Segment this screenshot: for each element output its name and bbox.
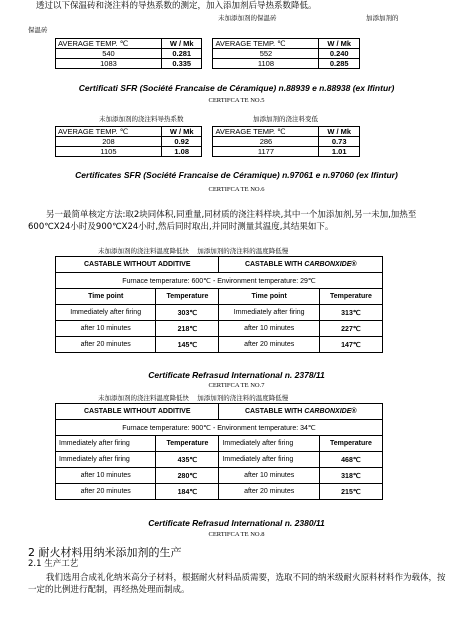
cell: after 10 minutes [219, 321, 319, 337]
fig4-col-header: Temperature [156, 436, 219, 452]
intro-text: 透过以下保温砖和浇注料的导热系数的测定，加入添加剂后导热系数降低。 [36, 1, 317, 11]
table-row [56, 137, 360, 147]
cell: Immediately after firing [219, 452, 319, 468]
fig4-head-left: CASTABLE WITHOUT ADDITIVE [56, 404, 219, 420]
cell: Immediately after firing [219, 305, 319, 321]
table-row [56, 337, 383, 353]
cell: 0.240 [319, 49, 360, 59]
fig2-gap [202, 147, 213, 157]
table-row [56, 49, 360, 59]
cell: 0.281 [161, 49, 202, 59]
cell: 1.01 [319, 147, 360, 157]
table-row [56, 147, 360, 157]
brand-name: CARBONXIDE® [304, 408, 357, 415]
fig3-label: 未加添加剂的浇注料温度降低快 加添加剂的浇注料的温度降低慢 [98, 247, 289, 255]
fig2-header: W / Mk [161, 127, 202, 137]
subsection-heading: 2.1 生产工艺 [28, 559, 79, 569]
cell: after 10 minutes [56, 321, 156, 337]
fig1-table [55, 38, 360, 69]
fig1-certificate: Certificati SFR (Société Francaise de Céramique) n.88939 e n.88938 (ex Ifintur) [78, 83, 395, 93]
fig3-furnace: Furnace temperature: 600℃ - Environment temperature: 29℃ [56, 273, 383, 289]
cell: after 20 minutes [219, 337, 319, 353]
cell: 540 [56, 49, 162, 59]
cell: 1105 [56, 147, 162, 157]
fig1-label-left: 保温砖 [28, 26, 48, 34]
cell: 0.73 [319, 137, 360, 147]
fig1-header: AVERAGE TEMP. ℃ [213, 39, 319, 49]
table-row [56, 59, 360, 69]
cell: 303℃ [156, 305, 219, 321]
fig3-certificate-number: CERTIFCA TE NO.7 [208, 382, 265, 389]
fig4-col-header: Immediately after firing [56, 436, 156, 452]
cell: 468℃ [319, 452, 382, 468]
fig2-certificate: Certificates SFR (Société Francaise de Céramique) n.97061 e n.97060 (ex Ifintur) [75, 170, 398, 180]
fig1-gap [202, 59, 213, 69]
fig4-furnace: Furnace temperature: 900℃ - Environment temperature: 34℃ [56, 420, 383, 436]
fig4-label: 未加添加剂的浇注料温度降低快 加添加剂的浇注料的温度降低慢 [98, 394, 289, 402]
fig3-col-header: Time point [219, 289, 319, 305]
fig2-gap [202, 137, 213, 147]
fig3-col-header: Temperature [156, 289, 219, 305]
fig3-certificate: Certificate Refrasud International n. 2378/11 [148, 370, 325, 380]
cell: 1108 [213, 59, 319, 69]
table-row [56, 452, 383, 468]
fig1-certificate-number: CERTIFCA TE NO.5 [208, 97, 265, 104]
section-heading: 2 耐火材料用纳米添加剂的生产 [28, 546, 182, 559]
cell: Immediately after firing [56, 452, 156, 468]
fig4-col-header: Temperature [319, 436, 382, 452]
fig3-col-header: Temperature [319, 289, 382, 305]
fig2-header: W / Mk [319, 127, 360, 137]
cell: 1177 [213, 147, 319, 157]
fig4-certificate-number: CERTIFCA TE NO.8 [208, 531, 265, 538]
fig2-label-left: 未加添加剂的浇注料导热系数 [99, 115, 184, 123]
fig1-label-right: 加添加剂的 [366, 14, 399, 22]
fig3-col-header: Time point [56, 289, 156, 305]
cell: 552 [213, 49, 319, 59]
cell: 218℃ [156, 321, 219, 337]
fig1-label-mid: 未加添加剂的保温砖 [218, 14, 277, 22]
fig2-header: AVERAGE TEMP. ℃ [56, 127, 162, 137]
cell: 215℃ [319, 484, 382, 500]
cell: 318℃ [319, 468, 382, 484]
fig3-head-right: CASTABLE WITH CARBONXIDE® [219, 257, 383, 273]
fig4-table [55, 403, 383, 500]
cell: 435℃ [156, 452, 219, 468]
fig1-header: W / Mk [161, 39, 202, 49]
cell: 147℃ [319, 337, 382, 353]
fig1-header: W / Mk [319, 39, 360, 49]
table-row [56, 321, 383, 337]
cell: after 20 minutes [56, 337, 156, 353]
fig3-table [55, 256, 383, 353]
fig2-label-right: 加添加剂的浇注料变低 [253, 115, 318, 123]
fig1-gap [202, 39, 213, 49]
cell: 208 [56, 137, 162, 147]
cell: Immediately after firing [56, 305, 156, 321]
method-paragraph: 另一最简单核定方法:取2块同体积,同重量,同材质的浇注料样块,其中一个加添加剂,另一未加,加热至600℃X24小时及900℃X24小时,然后同时取出,并同时测量其温度,其结果如下。 [28, 210, 417, 232]
cell: after 20 minutes [219, 484, 319, 500]
cell: after 10 minutes [56, 468, 156, 484]
fig2-table [55, 126, 360, 157]
fig1-gap [202, 49, 213, 59]
cell: 0.92 [161, 137, 202, 147]
cell: 145℃ [156, 337, 219, 353]
cell: 1083 [56, 59, 162, 69]
table-row [56, 484, 383, 500]
fig4-certificate: Certificate Refrasud International n. 2380/11 [148, 518, 325, 528]
fig2-certificate-number: CERTIFCA TE NO.6 [208, 186, 265, 193]
table-row [56, 468, 383, 484]
fig4-col-header: Immediately after firing [219, 436, 319, 452]
cell: 0.285 [319, 59, 360, 69]
fig1-header: AVERAGE TEMP. ℃ [56, 39, 162, 49]
cell: 280℃ [156, 468, 219, 484]
cell: 227℃ [319, 321, 382, 337]
fig2-header: AVERAGE TEMP. ℃ [213, 127, 319, 137]
cell: after 20 minutes [56, 484, 156, 500]
fig4-head-right: CASTABLE WITH CARBONXIDE® [219, 404, 383, 420]
fig3-head-left: CASTABLE WITHOUT ADDITIVE [56, 257, 219, 273]
section-paragraph: 我们选用合成礼化纳米高分子材料，根据耐火材料品质需要，选取不同的纳米级耐火原料材料作为载体，按一定的比例进行配制，再经热处理而制成。 [28, 573, 446, 595]
cell: 184℃ [156, 484, 219, 500]
cell: 313℃ [319, 305, 382, 321]
table-row [56, 305, 383, 321]
cell: after 10 minutes [219, 468, 319, 484]
cell: 0.335 [161, 59, 202, 69]
fig2-gap [202, 127, 213, 137]
cell: 1.08 [161, 147, 202, 157]
cell: 286 [213, 137, 319, 147]
brand-name: CARBONXIDE® [304, 261, 357, 268]
